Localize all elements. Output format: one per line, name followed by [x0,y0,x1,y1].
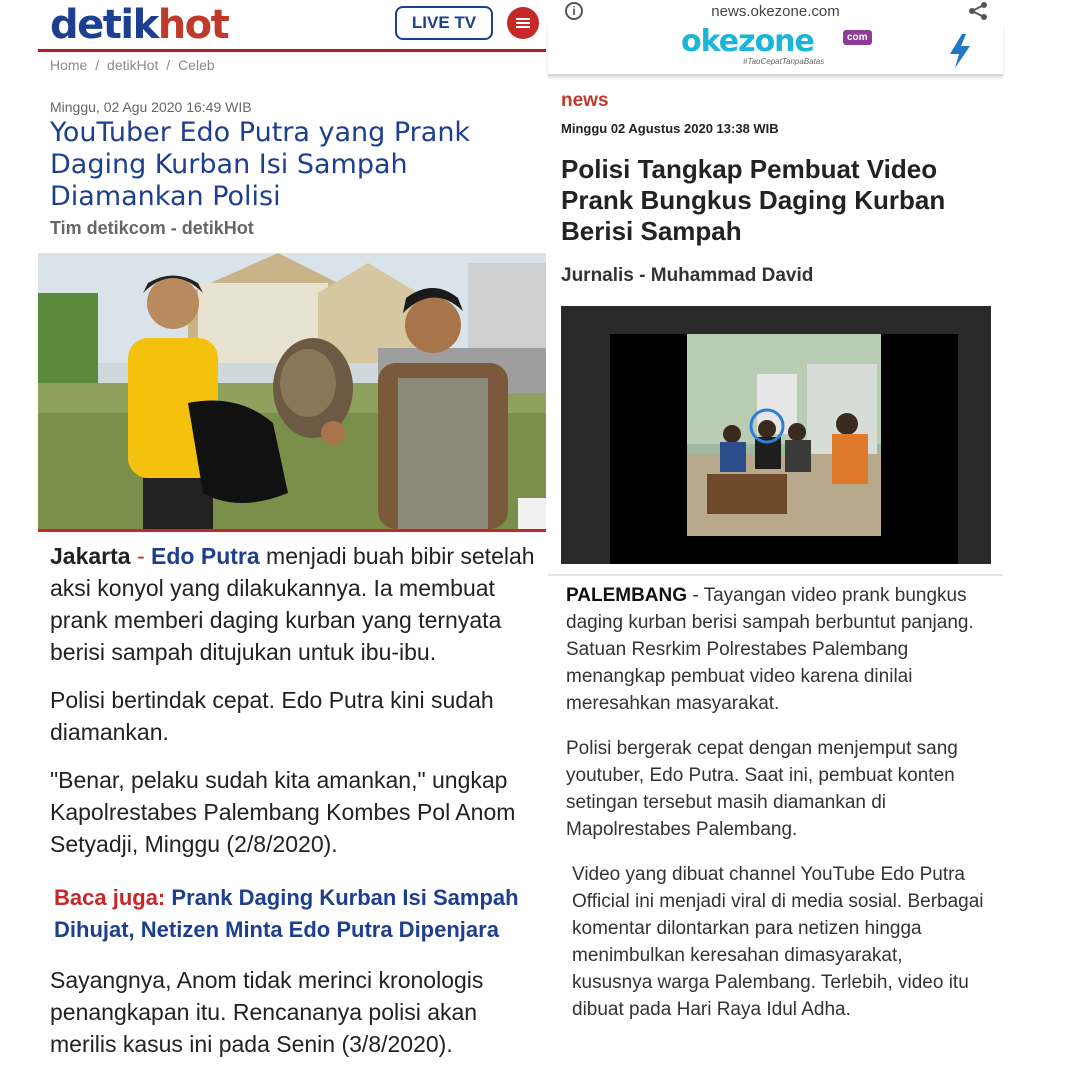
info-icon[interactable]: i [565,2,583,20]
breadcrumb-celeb[interactable]: Celeb [178,57,215,73]
breadcrumb-home[interactable]: Home [50,57,88,73]
breadcrumb [50,57,219,73]
okezone-header [548,24,1003,76]
okezone-article [548,0,1003,1080]
url-text[interactable]: news.okezone.com [711,3,840,20]
article-date: Minggu, 02 Agu 2020 16:49 WIB [50,99,252,115]
article-photo [38,253,546,529]
dateline-separator: - [130,543,152,569]
body-paragraph: "Benar, pelaku sudah kita amankan," ungkap Kapolrestabes Palembang Kombes Pol Anom Setyadji, Minggu (2/8/2020). [50,767,516,857]
article-title: YouTuber Edo Putra yang Prank Daging Kurban Isi Sampah Diamankan Polisi [50,117,471,212]
share-icon[interactable] [967,1,989,21]
video-frame [610,334,958,564]
video-player[interactable] [561,306,991,564]
browser-url-bar[interactable] [548,0,1003,24]
content-divider [548,574,1003,576]
section-label[interactable]: news [561,90,609,111]
article-author: Tim detikcom - detikHot [50,218,254,238]
read-also-label: Baca juga: [54,885,166,910]
live-tv-button[interactable]: LIVE TV [395,6,493,40]
breadcrumb-detikhot[interactable]: detikHot [107,57,159,73]
read-also-box [54,882,544,946]
okezone-logo-com: com [843,30,872,45]
article-body [566,582,986,1041]
tag-link-edo-putra[interactable]: Edo Putra [151,543,260,569]
detik-header [38,0,546,52]
photo-divider [38,529,546,532]
paragraph-text: - Tayangan video prank bungkus daging kurban berisi sampah berbuntut panjang. Satuan Resrkim Polrestabes Palembang menangkap pembuat video karena dinilai meresahkan masyarakat. [566,585,974,714]
hamburger-menu-icon[interactable] [507,7,539,39]
video-still [687,334,881,536]
dateline-location: Jakarta [50,543,131,569]
detikhot-logo[interactable]: detikhot [50,2,229,48]
lightning-icon[interactable] [948,34,972,68]
article-date: Minggu 02 Agustus 2020 13:38 WIB [561,121,779,136]
body-paragraph: Polisi bertindak cepat. Edo Putra kini sudah diamankan. [50,687,494,745]
article-title: Polisi Tangkap Pembuat Video Prank Bungkus Daging Kurban Berisi Sampah [561,154,946,246]
body-paragraph [566,582,986,717]
paragraph-text: menjadi buah bibir setelah aksi konyol yang dilakukannya. Ia membuat prank memberi daging kurban yang ternyata berisi sampah ditujukan untuk ibu-ibu. [50,543,535,665]
body-paragraph: Video yang dibuat channel YouTube Edo Putra Official ini menjadi viral di media sosial. Berbagai komentar dilontarkan para netizen hingga menimbulkan keresahan dimasyarakat, kususnya warga Palembang. Terlebih, video itu dibuat pada Hari Raya Idul Adha. [572,864,984,1020]
article-author: Jurnalis - Muhammad David [561,265,814,286]
body-paragraph: Sayangnya, Anom tidak merinci kronologis penangkapan itu. Rencananya polisi akan merilis kasus ini pada Senin (3/8/2020). [50,967,484,1057]
breadcrumb-separator: / [166,57,171,73]
detikhot-article [38,0,546,1080]
body-paragraph: Polisi bergerak cepat dengan menjemput sang youtuber, Edo Putra. Saat ini, pembuat konten setingan tersebut masih diamankan di Mapolrestabes Palembang. [566,738,958,840]
body-paragraph [50,540,544,668]
read-also-link[interactable]: Prank Daging Kurban Isi Sampah Dihujat, Netizen Minta Edo Putra Dipenjara [54,885,519,942]
breadcrumb-separator: / [95,57,100,73]
okezone-tagline: #TauCepatTanpaBatas [743,57,825,66]
dateline-location: PALEMBANG [566,585,688,606]
okezone-logo[interactable]: okezone [681,24,814,59]
article-body [50,540,544,1076]
